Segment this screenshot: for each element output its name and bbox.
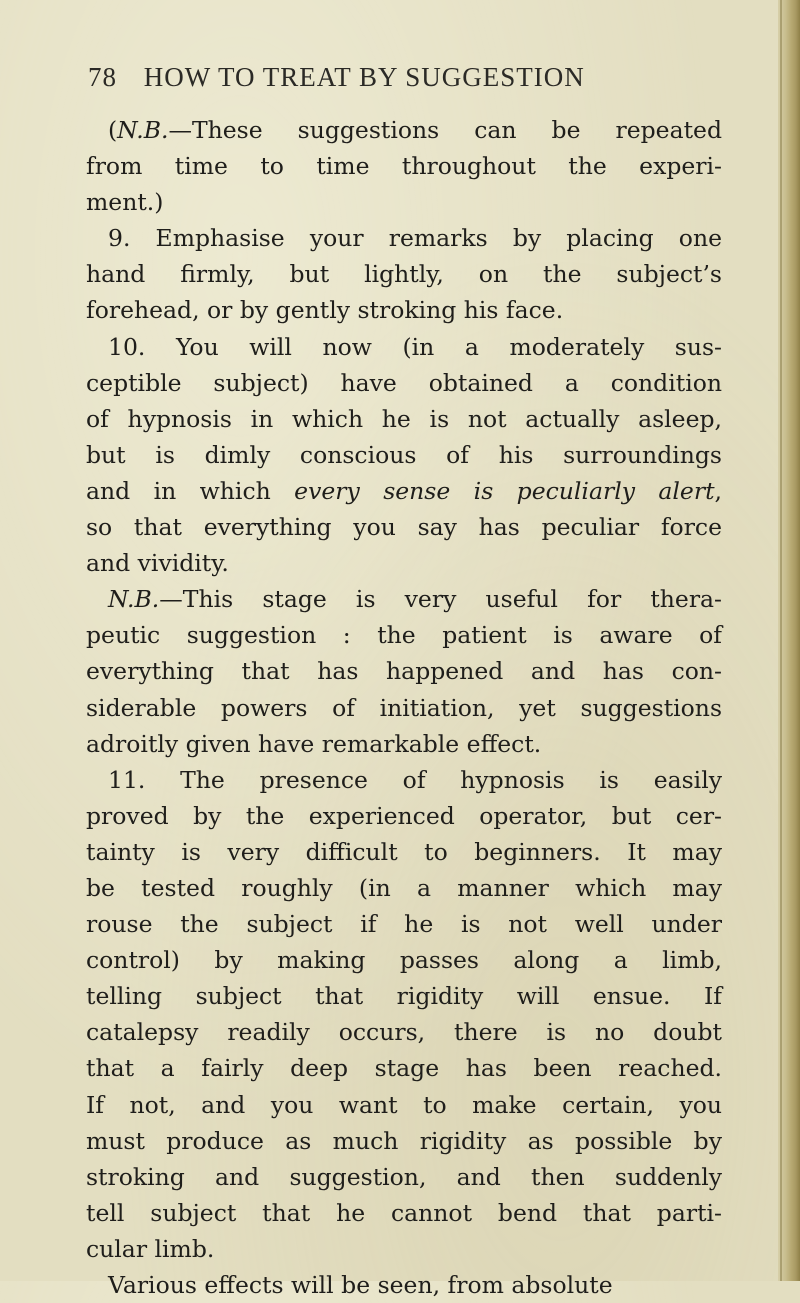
text-line: that a fairly deep stage has been reached. [86,1054,722,1083]
text-line: Various effects will be seen, from absolute [108,1271,613,1299]
text-line: hand firmly, but lightly, on the subject’s [86,260,722,289]
text-line: everything that has happened and has con- [86,657,722,686]
text-run: , [714,476,723,505]
text-line: telling subject that rigidity will ensue. If [86,982,722,1011]
italic-run: N.B. [117,116,169,144]
text-line: proved by the experienced operator, but cer- [86,801,722,830]
text-line: rouse the subject if he is not well under [86,910,722,939]
page-number: 78 [88,62,117,92]
text-line: If not, and you want to make certain, you [86,1090,722,1119]
text-line: 10. You will now (in a moderately sus- [108,332,722,361]
text-line: catalepsy readily occurs, there is no doubt [86,1018,722,1047]
text-line: stroking and suggestion, and then suddenly [86,1162,722,1191]
text-line: be tested roughly (in a manner which may [86,873,722,902]
text-line: adroitly given have remarkable effect. [86,729,542,758]
text-line: of hypnosis in which he is not actually asleep, [86,404,722,433]
text-line: 9. Emphasise your remarks by placing one [108,224,722,253]
running-title: HOW TO TREAT BY SUGGESTION [143,62,585,92]
text-run: —This stage is very useful for thera- [159,585,722,614]
page-edge-shadow [778,0,800,1281]
text-line: 11. The presence of hypnosis is easily [108,765,722,794]
text-line: must produce as much rigidity as possible by [86,1126,722,1155]
text-line: from time to time throughout the experi- [86,152,722,181]
text-run: ( [108,116,118,144]
italic-run: N.B. [108,585,160,614]
text-line: and vividity. [86,549,229,578]
text-line [86,473,722,509]
text-line: siderable powers of initiation, yet suggestions [86,693,722,722]
body-text [86,112,722,1303]
text-run: —These suggestions can be repeated [168,116,722,144]
text-line: tell subject that he cannot bend that parti- [86,1198,722,1227]
text-line: ment.) [86,188,164,217]
text-line [86,112,722,148]
text-line: but is dimly conscious of his surroundings [86,440,722,469]
italic-run: every sense is peculiarly alert [294,476,715,505]
text-line: so that everything you say has peculiar force [86,513,722,542]
text-line [86,581,722,617]
text-line: control) by making passes along a limb, [86,946,722,975]
running-head [88,62,728,94]
text-line: tainty is very difficult to beginners. It may [86,837,722,866]
text-line: ceptible subject) have obtained a condition [86,368,722,397]
text-run: and in which [86,476,295,505]
text-line: cular limb. [86,1234,215,1263]
text-line: forehead, or by gently stroking his face. [86,296,564,325]
text-line: peutic suggestion : the patient is aware of [86,621,722,650]
